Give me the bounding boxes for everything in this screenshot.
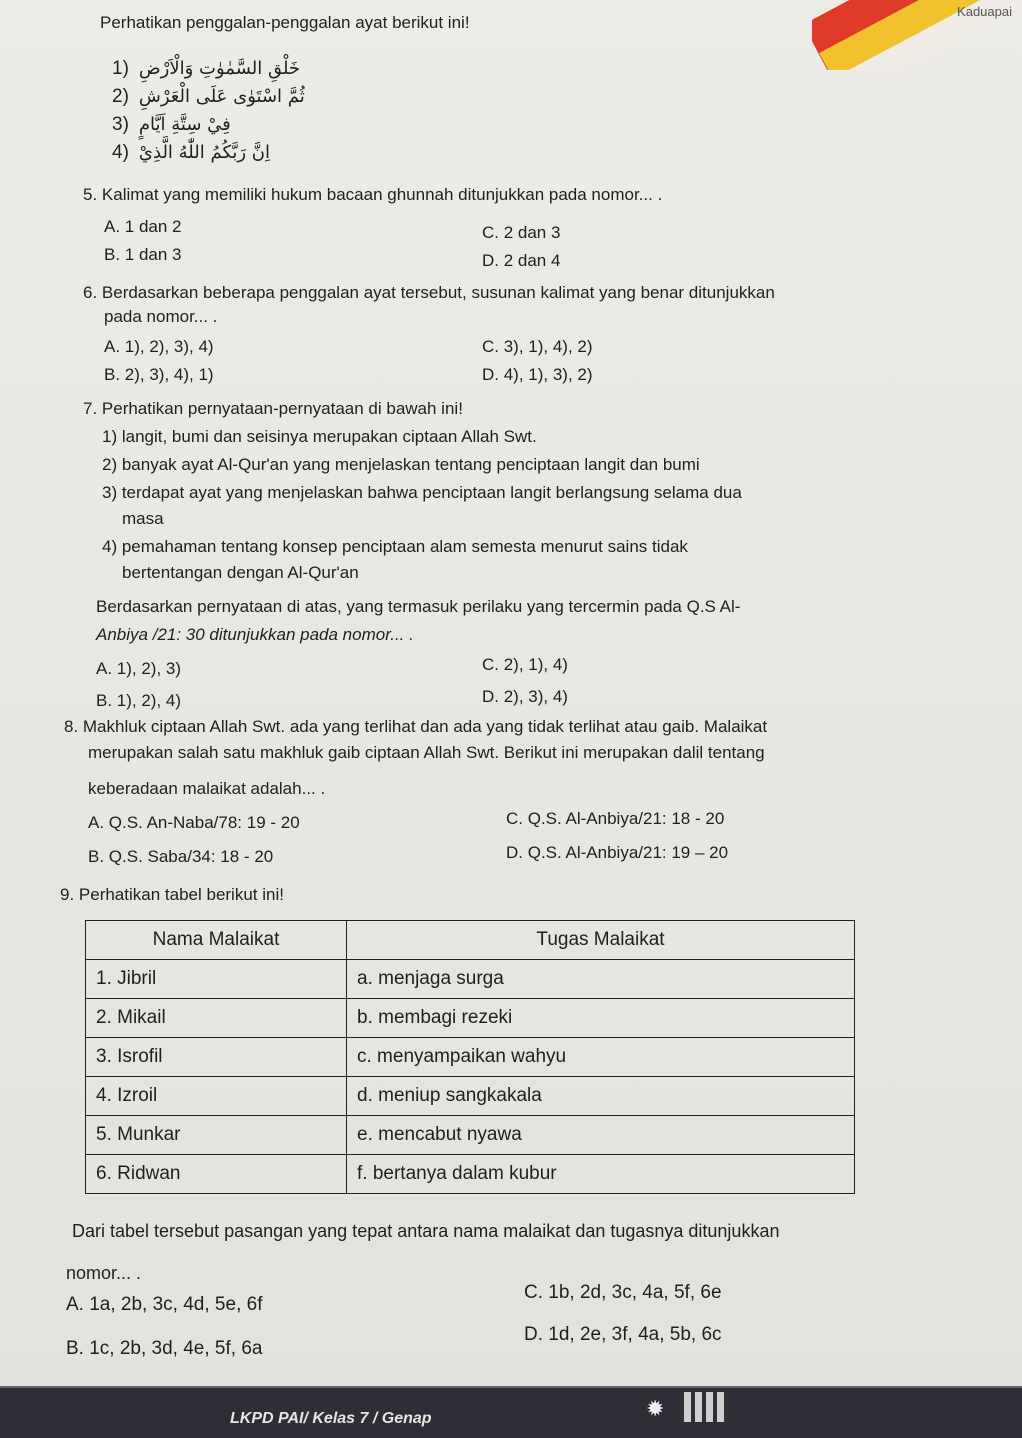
q8-option-b[interactable]: B. Q.S. Saba/34: 18 - 20 (88, 847, 274, 866)
question-8-line1: 8. Makhluk ciptaan Allah Swt. ada yang terlihat dan ada yang tidak terlihat atau gaib. Malaikat (64, 717, 768, 736)
table-header-task: Tugas Malaikat (347, 921, 855, 960)
table-row (86, 999, 855, 1038)
footer-bar (0, 1388, 1022, 1438)
table-row (86, 1116, 855, 1155)
angels-table (85, 920, 855, 1194)
q7-option-b[interactable]: B. 1), 2), 4) (96, 691, 182, 710)
question-5: 5. Kalimat yang memiliki hukum bacaan ghunnah ditunjukkan pada nomor... . (83, 185, 663, 204)
table-cell: 5. Munkar (86, 1116, 347, 1155)
q9-option-c[interactable]: C. 1b, 2d, 3c, 4a, 5f, 6e (524, 1282, 722, 1303)
q8-option-a[interactable]: A. Q.S. An-Naba/78: 19 - 20 (88, 813, 300, 832)
verse-2: 2) ثُمَّ اسْتَوٰى عَلَى الْعَرْشِ (112, 86, 305, 107)
q9-option-b[interactable]: B. 1c, 2b, 3d, 4e, 5f, 6a (66, 1338, 263, 1359)
q6-option-c[interactable]: C. 3), 1), 4), 2) (482, 337, 593, 356)
question-8-line3: keberadaan malaikat adalah... . (88, 779, 326, 798)
question-9: 9. Perhatikan tabel berikut ini! (60, 885, 284, 904)
statement-1: 1) langit, bumi dan seisinya merupakan ciptaan Allah Swt. (102, 427, 537, 446)
question-6-line1: 6. Berdasarkan beberapa penggalan ayat tersebut, susunan kalimat yang benar ditunjukkan (83, 283, 775, 302)
sun-icon: ✹ (646, 1396, 665, 1421)
statement-3b: masa (122, 509, 164, 528)
q6-option-b[interactable]: B. 2), 3), 4), 1) (104, 365, 214, 384)
verse-4: 4) اِنَّ رَبَّكُمُ اللّٰهُ الَّذِيْ (112, 142, 271, 163)
footer-text: LKPD PAI/ Kelas 7 / Genap (230, 1410, 432, 1427)
table-row (86, 1077, 855, 1116)
q5-option-b[interactable]: B. 1 dan 3 (104, 245, 182, 264)
table-row (86, 1155, 855, 1194)
q7-option-a[interactable]: A. 1), 2), 3) (96, 659, 182, 678)
q7-prompt-line1: Berdasarkan pernyataan di atas, yang termasuk perilaku yang tercermin pada Q.S Al- (96, 597, 741, 616)
corner-text: Kaduapai (957, 4, 1012, 19)
table-row (86, 960, 855, 999)
table-row (86, 1038, 855, 1077)
verse-3: 3) فِيْ سِتَّةِ اَيَّامٍ (112, 114, 231, 135)
q6-option-a[interactable]: A. 1), 2), 3), 4) (104, 337, 214, 356)
table-cell: 4. Izroil (86, 1077, 347, 1116)
question-8-line2: merupakan salah satu makhluk gaib ciptaan Allah Swt. Berikut ini merupakan dalil tentang (88, 743, 765, 762)
table-header-row (86, 921, 855, 960)
table-cell: f. bertanya dalam kubur (347, 1155, 855, 1194)
statement-4b: bertentangan dengan Al-Qur'an (122, 563, 359, 582)
table-cell: e. mencabut nyawa (347, 1116, 855, 1155)
q5-option-c[interactable]: C. 2 dan 3 (482, 223, 561, 242)
q9-prompt-line2: nomor... . (66, 1263, 142, 1283)
table-cell: b. membagi rezeki (347, 999, 855, 1038)
q8-option-c[interactable]: C. Q.S. Al-Anbiya/21: 18 - 20 (506, 809, 725, 828)
table-cell: 2. Mikail (86, 999, 347, 1038)
q8-option-d[interactable]: D. Q.S. Al-Anbiya/21: 19 – 20 (506, 843, 729, 862)
statement-2: 2) banyak ayat Al-Qur'an yang menjelaskan tentang penciptaan langit dan bumi (102, 455, 700, 474)
table-cell: 6. Ridwan (86, 1155, 347, 1194)
table-cell: d. meniup sangkakala (347, 1077, 855, 1116)
q6-option-d[interactable]: D. 4), 1), 3), 2) (482, 365, 593, 384)
q7-prompt-line2: Anbiya /21: 30 ditunjukkan pada nomor... . (96, 625, 414, 644)
q9-option-d[interactable]: D. 1d, 2e, 3f, 4a, 5b, 6c (524, 1324, 722, 1345)
q9-prompt-line1: Dari tabel tersebut pasangan yang tepat antara nama malaikat dan tugasnya ditunjukkan (72, 1221, 780, 1241)
question-6-line2: pada nomor... . (104, 307, 218, 326)
table-header-name: Nama Malaikat (86, 921, 347, 960)
intro-text: Perhatikan penggalan-penggalan ayat berikut ini! (100, 13, 470, 32)
q7-option-d[interactable]: D. 2), 3), 4) (482, 687, 568, 706)
table-cell: 3. Isrofil (86, 1038, 347, 1077)
statement-4a: 4) pemahaman tentang konsep penciptaan alam semesta menurut sains tidak (102, 537, 688, 556)
q9-option-a[interactable]: A. 1a, 2b, 3c, 4d, 5e, 6f (66, 1294, 263, 1315)
table-cell: c. menyampaikan wahyu (347, 1038, 855, 1077)
q5-option-d[interactable]: D. 2 dan 4 (482, 251, 561, 270)
q5-option-a[interactable]: A. 1 dan 2 (104, 217, 182, 236)
table-cell: 1. Jibril (86, 960, 347, 999)
table-cell: a. menjaga surga (347, 960, 855, 999)
q7-option-c[interactable]: C. 2), 1), 4) (482, 655, 568, 674)
bars-icon (684, 1392, 724, 1422)
verse-1: 1) خَلْقِ السَّمٰوٰتِ وَالْاَرْضِ (112, 58, 301, 79)
question-7: 7. Perhatikan pernyataan-pernyataan di bawah ini! (83, 399, 463, 418)
statement-3a: 3) terdapat ayat yang menjelaskan bahwa penciptaan langit berlangsung selama dua (102, 483, 742, 502)
